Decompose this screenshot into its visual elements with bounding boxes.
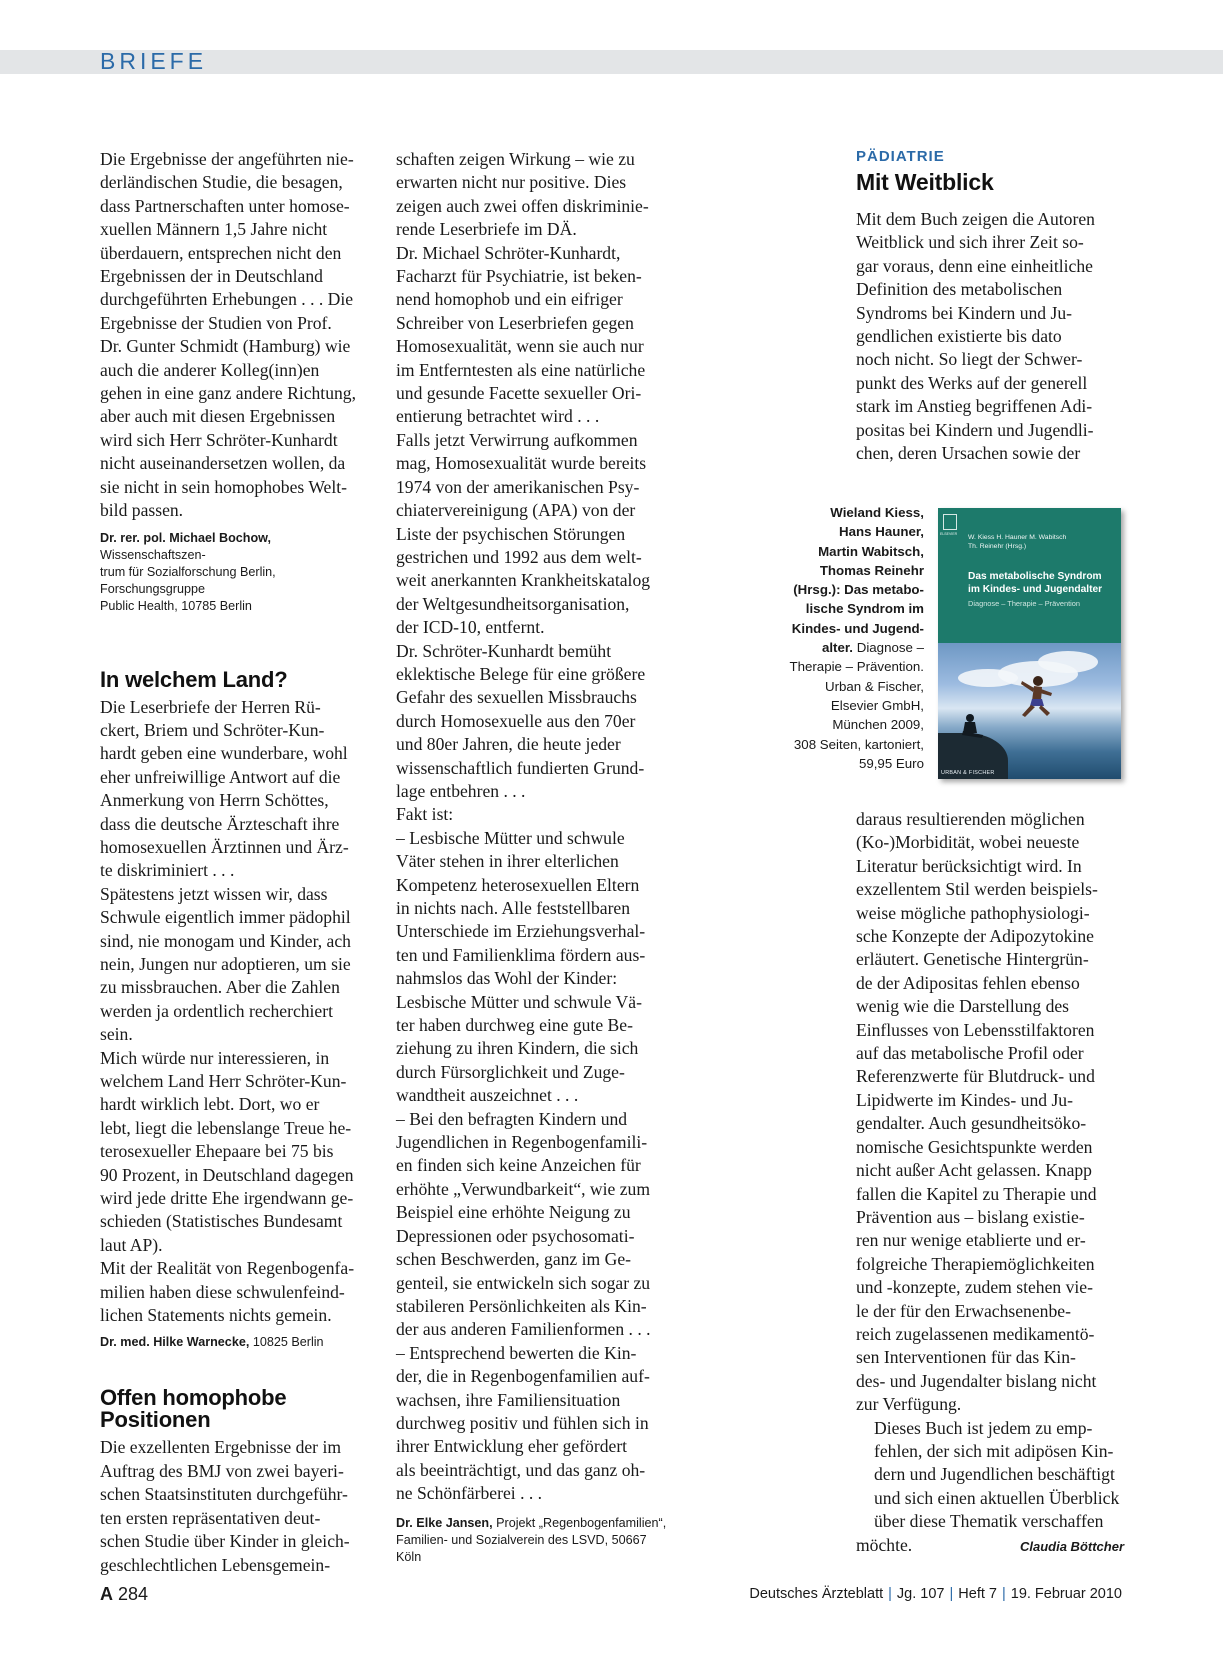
- text-line: lichen Statements nichts gemein.: [100, 1305, 332, 1326]
- text-line: chiatervereinigung (APA) von der: [396, 500, 636, 521]
- text-line: wird jede dritte Ehe irgendwann ge-: [100, 1188, 354, 1209]
- letter-warnecke-text: [100, 696, 378, 1328]
- signature-jansen: Dr. Elke Jansen, Projekt „Regenbogenfamilien“, Familien- und Sozialverein des LSVD, 50667 Köln: [396, 1515, 667, 1564]
- text-line: Jugendlichen in Regenbogenfamili-: [396, 1132, 648, 1153]
- text-line: auf das metabolische Profil oder: [856, 1043, 1084, 1064]
- text-line: der ICD-10, entfernt.: [396, 617, 545, 638]
- text-line: milien haben diese schwulenfeind-: [100, 1281, 345, 1302]
- text-line: wissenschaftlich fundierten Grund-: [396, 757, 645, 778]
- cover-subtitle: Diagnose – Therapie – Prävention: [968, 599, 1081, 608]
- text-line: Kindes- und Jugend-: [791, 620, 924, 636]
- text-line: 308 Seiten, kartoniert,: [793, 736, 924, 752]
- text-line: Dr. Michael Schröter-Kunhardt,: [396, 242, 621, 263]
- text-line: 90 Prozent, in Deutschland dagegen: [100, 1164, 354, 1185]
- text-line: – Entsprechend bewerten die Kin-: [396, 1342, 637, 1363]
- text-line: Literatur berücksichtigt wird. In: [856, 855, 1082, 876]
- text-line: hardt geben eine wunderbare, wohl: [100, 743, 348, 764]
- review-kicker: PÄDIATRIE: [856, 148, 945, 165]
- text-line: lage entbehren . . .: [396, 780, 526, 801]
- text-line: Facharzt für Psychiatrie, ist beken-: [396, 266, 642, 287]
- review-title: Mit Weitblick: [856, 169, 994, 195]
- heading-in-welchem-land: In welchem Land?: [100, 666, 288, 692]
- publisher-name: ELSEVIER: [940, 532, 958, 536]
- text-line: ziehung zu ihren Kindern, die sich: [396, 1038, 639, 1059]
- text-line: durchgeführten Erhebungen . . . Die: [100, 289, 354, 310]
- text-line: auch die anderer Kolleg(inn)en: [100, 359, 320, 380]
- text-line: Mit dem Buch zeigen die Autoren: [856, 209, 1095, 229]
- text-line: ihrer Entwicklung eher gefördert: [396, 1436, 628, 1457]
- text-line: schaften zeigen Wirkung – wie zu: [396, 149, 635, 169]
- text-line: xuellen Männern 1,5 Jahre nicht: [100, 219, 328, 240]
- text-line: gestrichen und 1992 aus dem welt-: [396, 546, 642, 567]
- text-line: durch Fürsorglichkeit und Zuge-: [396, 1061, 625, 1082]
- text-line: wird sich Herr Schröter-Kunhardt: [100, 429, 338, 450]
- text-line: Mit der Realität von Regenbogenfa-: [100, 1258, 355, 1279]
- text-line: Homosexualität, wenn sie auch nur: [396, 336, 644, 357]
- text-line: ten und Familienklima fördern aus-: [396, 944, 646, 965]
- text-line: exzellentem Stil werden beispiels-: [856, 879, 1098, 900]
- text-line: schieden (Statistisches Bundesamt: [100, 1211, 343, 1232]
- page-footer: [100, 1584, 1122, 1606]
- text-line: erwarten nicht nur positive. Dies: [396, 172, 627, 193]
- review-closing: [856, 1417, 1124, 1534]
- text-line: Fakt ist:: [396, 804, 454, 825]
- text-line: Definition des metabolischen: [856, 279, 1063, 300]
- cover-photo: [938, 643, 1121, 779]
- text-line: en finden sich keine Anzeichen für: [396, 1155, 641, 1176]
- heading-offen-homophobe: Offen homophobe Positionen: [100, 1385, 287, 1433]
- text-line: laut AP).: [100, 1234, 163, 1255]
- text-line: Elsevier GmbH,: [830, 697, 924, 713]
- text-line: Lipidwerte im Kindes- und Ju-: [856, 1089, 1073, 1110]
- text-line: de der Adipositas fehlen ebenso: [856, 972, 1080, 993]
- text-line: welchem Land Herr Schröter-Kun-: [100, 1071, 347, 1091]
- text-line: erläutert. Genetische Hintergrün-: [856, 949, 1089, 970]
- text-line: schen Studie über Kinder in gleich-: [100, 1531, 350, 1552]
- text-line: Liste der psychischen Störungen: [396, 523, 626, 544]
- cover-authors: W. Kiess H. Hauner M. Wabitsch Th. Reinehr (Hrsg.): [968, 534, 1067, 550]
- section-label: BRIEFE: [100, 48, 208, 74]
- text-line: gar voraus, denn eine einheitliche: [856, 255, 1093, 276]
- column-middle: [396, 148, 674, 1566]
- text-line: positas bei Kindern und Jugendli-: [856, 419, 1094, 440]
- text-line: sche Konzepte der Adipozytokine: [856, 926, 1094, 947]
- text-line: sind, nie monogam und Kinder, ach: [100, 930, 351, 951]
- text-line: wandtheit auszeichnet . . .: [396, 1085, 579, 1106]
- text-line: lebt, liegt die lebenslange Treue he-: [100, 1117, 352, 1138]
- text-line: (Ko-)Morbidität, wobei neueste: [856, 832, 1080, 853]
- text-line: punkt des Werks auf der generell: [856, 372, 1088, 393]
- text-line: Public Health, 10785 Berlin: [100, 598, 252, 613]
- text-line: überdauern, entsprechen nicht den: [100, 242, 342, 263]
- text-line: ter haben durchweg eine gute Be-: [396, 1015, 633, 1036]
- text-line: nomische Gesichtspunkte werden: [856, 1136, 1093, 1157]
- signature-bochow: Dr. rer. pol. Michael Bochow, Wissenschaftszen- trum für Sozialforschung Berlin, Forschungsgruppe Public Health, 10785 Berlin: [100, 530, 276, 613]
- text-line: 59,95 Euro: [858, 755, 924, 771]
- column-left: [100, 148, 378, 1577]
- text-line: Therapie – Prävention.: [789, 659, 924, 675]
- text-line: fallen die Kapitel zu Therapie und: [856, 1183, 1097, 1204]
- text-line: reich zugelassenen medikamentö-: [856, 1323, 1095, 1344]
- text-line: erhöhte „Verwundbarkeit“, wie zum: [396, 1178, 651, 1199]
- text-line: Depressionen oder psychosomati-: [396, 1225, 635, 1246]
- text-line: – Lesbische Mütter und schwule: [396, 827, 625, 848]
- text-line: Schwule eigentlich immer pädophil: [100, 907, 351, 928]
- text-line: gendlichen existierte bis dato: [856, 326, 1062, 347]
- text-line: schen Beschwerden, ganz im Ge-: [396, 1249, 631, 1270]
- text-line: gendalter. Auch gesundheitsöko-: [856, 1113, 1087, 1134]
- text-line: zeigen auch zwei offen diskriminie-: [396, 195, 649, 216]
- text-line: und 80er Jahren, die heute jeder: [396, 734, 621, 755]
- text-line: über diese Thematik verschaffen: [874, 1511, 1104, 1532]
- text-line: aber auch mit diesen Ergebnissen: [100, 406, 336, 427]
- text-line: eher unfreiwillige Antwort auf die: [100, 766, 341, 787]
- column-right-continued: [856, 808, 1124, 1558]
- book-cover: [938, 508, 1121, 779]
- text-line: wachsen, ihre Familiensituation: [396, 1389, 621, 1410]
- text-line: bild passen.: [100, 500, 184, 521]
- text-line: Dr. Gunter Schmidt (Hamburg) wie: [100, 336, 351, 357]
- text-line: Gefahr des sexuellen Missbrauchs: [396, 687, 637, 708]
- text-line: (Hrsg.): Das metabo-: [793, 582, 924, 598]
- text-line: Hans Hauner,: [839, 524, 924, 540]
- text-line: Falls jetzt Verwirrung aufkommen: [396, 429, 638, 450]
- letter-bochow-text: [100, 148, 378, 523]
- text-line: des- und Jugendalter bislang nicht: [856, 1370, 1097, 1391]
- text-line: stabileren Persönlichkeiten als Kin-: [396, 1295, 647, 1316]
- text-line: Wissenschaftszen-: [100, 547, 206, 562]
- text-line: rende Leserbriefe im DÄ.: [396, 219, 577, 240]
- text-line: dass Partnerschaften unter homose-: [100, 195, 350, 216]
- text-line: als beeinträchtigt, und das ganz oh-: [396, 1459, 646, 1480]
- text-line: Anmerkung von Herrn Schöttes,: [100, 790, 329, 811]
- text-line: sen Interventionen für das Kin-: [856, 1347, 1076, 1368]
- text-line: Die Leserbriefe der Herren Rü-: [100, 696, 321, 717]
- signature-warnecke: Dr. med. Hilke Warnecke, 10825 Berlin: [100, 1335, 324, 1350]
- text-line: Urban & Fischer,: [824, 678, 924, 694]
- text-line: werden ja ordentlich recherchiert: [100, 1000, 333, 1021]
- letter-jansen-text: [396, 148, 674, 1506]
- review-intro: [856, 208, 1124, 465]
- text-line: Einflusses von Lebensstilfaktoren: [856, 1019, 1095, 1040]
- text-line: ren nur wenige etablierte und er-: [856, 1230, 1086, 1251]
- text-line: Väter stehen in ihrer elterlichen: [396, 851, 619, 872]
- text-line: mag, Homosexualität wurde bereits: [396, 453, 647, 474]
- text-line: und gesunde Facette sexueller Ori-: [396, 383, 642, 404]
- page-number: A 284: [100, 1584, 149, 1604]
- text-line: durch Homosexuelle aus den 70er: [396, 710, 636, 731]
- text-line: in nichts nach. Alle feststellbaren: [396, 898, 631, 918]
- text-line: Lesbische Mütter und schwule Vä-: [396, 991, 642, 1012]
- text-line: folgreiche Therapiemöglichkeiten: [856, 1253, 1095, 1274]
- text-line: Schreiber von Leserbriefen gegen: [396, 312, 634, 333]
- text-line: Auftrag des BMJ von zwei bayeri-: [100, 1460, 344, 1481]
- journal-info: Deutsches Ärzteblatt | Jg. 107 | Heft 7 | 19. Februar 2010: [749, 1586, 1122, 1602]
- sitting-child-icon: [956, 713, 986, 739]
- text-line: noch nicht. So liegt der Schwer-: [856, 349, 1083, 370]
- text-line: zu missbrauchen. Aber die Zahlen: [100, 977, 340, 998]
- text-line: sein.: [100, 1024, 133, 1045]
- text-line: Weitblick und sich ihrer Zeit so-: [856, 232, 1084, 253]
- text-line: homosexuellen Ärztinnen und Ärz-: [100, 836, 349, 857]
- text-line: daraus resultierenden möglichen: [856, 809, 1085, 829]
- review-body: [856, 808, 1124, 1417]
- text-line: Die exzellenten Ergebnisse der im: [100, 1437, 342, 1458]
- text-line: Ergebnisse der Studien von Prof.: [100, 312, 332, 333]
- review-closing-last: möchte. Claudia Böttcher: [856, 1534, 1124, 1558]
- text-line: derländischen Studie, die besagen,: [100, 172, 343, 193]
- text-line: 1974 von der amerikanischen Psy-: [396, 476, 640, 497]
- book-info: Wieland Kiess, Hans Hauner, Martin Wabitsch, Thomas Reinehr (Hrsg.): Das metabo- lische Syndrom im Kindes- und Jugend- alter. Diagnose – Therapie – Prävention. Urban & Fischer, Elsevier GmbH, München 2009, 308 Seiten, kartoniert, 59,95 Euro: [789, 505, 924, 771]
- text-line: Unterschiede im Erziehungsverhal-: [396, 921, 646, 942]
- text-line: der, die in Regenbogenfamilien auf-: [396, 1366, 650, 1387]
- text-line: Dr. Schröter-Kunhardt bemüht: [396, 640, 612, 661]
- text-line: Prävention aus – bislang existie-: [856, 1206, 1085, 1227]
- text-line: ne Schönfärberei . . .: [396, 1483, 543, 1504]
- text-line: Syndroms bei Kindern und Ju-: [856, 302, 1072, 323]
- text-line: Wieland Kiess,: [830, 505, 924, 520]
- text-line: ten ersten repräsentativen deut-: [100, 1507, 321, 1528]
- text-line: nein, Jungen nur adoptieren, um sie: [100, 953, 351, 974]
- cover-imprint: URBAN & FISCHER: [941, 770, 995, 776]
- text-line: durchweg positiv und fühlen sich in: [396, 1412, 649, 1433]
- text-line: schen Staatsinstituten durchgeführ-: [100, 1484, 348, 1505]
- text-line: wenig wie die Darstellung des: [856, 996, 1070, 1017]
- text-line: weise mögliche pathophysiologi-: [856, 902, 1090, 923]
- text-line: sie nicht in sein homophobes Welt-: [100, 476, 347, 497]
- review-author: Claudia Böttcher: [1019, 1538, 1124, 1554]
- text-line: geschlechtlichen Lebensgemein-: [100, 1554, 331, 1575]
- text-line: te diskriminiert . . .: [100, 860, 235, 881]
- text-line: der aus anderen Familienformen . . .: [396, 1319, 651, 1340]
- text-line: dass die deutsche Ärzteschaft ihre: [100, 813, 340, 834]
- text-line: nahmslos das Wohl der Kinder:: [396, 968, 618, 989]
- text-line: und -konzepte, zudem stehen vie-: [856, 1277, 1093, 1298]
- text-line: entierung betrachtet wird . . .: [396, 406, 600, 427]
- text-line: ckert, Briem und Schröter-Kun-: [100, 719, 325, 740]
- text-line: terosexueller Ehepaare bei 75 bis: [100, 1141, 334, 1162]
- text-line: weit anerkannten Krankheitskatalog: [396, 570, 651, 591]
- text-line: nend homophob und ein eifriger: [396, 289, 623, 310]
- text-line: lische Syndrom im: [805, 601, 924, 617]
- text-line: München 2009,: [832, 717, 924, 733]
- text-line: Spätestens jetzt wissen wir, dass: [100, 883, 328, 904]
- text-line: nicht auseinandersetzen wollen, da: [100, 453, 346, 474]
- text-line: Martin Wabitsch,: [818, 543, 924, 559]
- text-line: le der für den Erwachsenenbe-: [856, 1300, 1071, 1321]
- text-line: Referenzwerte für Blutdruck- und: [856, 1066, 1095, 1087]
- publisher-logo-icon: [943, 514, 957, 530]
- text-line: Thomas Reinehr: [819, 562, 924, 578]
- text-line: hardt wirklich lebt. Dort, wo er: [100, 1094, 320, 1115]
- text-line: gehen in eine ganz andere Richtung,: [100, 383, 356, 404]
- text-line: Dieses Buch ist jedem zu emp-: [874, 1417, 1093, 1438]
- text-line: Mich würde nur interessieren, in: [100, 1047, 330, 1068]
- letter-jansen-text-start: [100, 1436, 378, 1576]
- cover-title: Das metabolische Syndrom im Kindes- und Jugendalter: [968, 571, 1103, 595]
- text-line: Ergebnissen der in Deutschland: [100, 266, 323, 287]
- text-line: Beispiel eine erhöhte Neigung zu: [396, 1202, 631, 1223]
- text-line: eklektische Belege für eine größere: [396, 663, 646, 684]
- text-line: trum für Sozialforschung Berlin, Forschungsgruppe: [100, 564, 276, 596]
- text-line: und sich einen aktuellen Überblick: [874, 1487, 1120, 1508]
- text-line: im Entferntesten als eine natürliche: [396, 359, 646, 380]
- column-right: [856, 148, 1124, 465]
- text-line: dern und Jugendlichen beschäftigt: [874, 1464, 1115, 1485]
- text-line: zur Verfügung.: [856, 1394, 962, 1415]
- text-line: Kompetenz heterosexuellen Eltern: [396, 874, 640, 895]
- text-line: fehlen, der sich mit adipösen Kin-: [874, 1440, 1114, 1461]
- text-line: nicht außer Acht gelassen. Knapp: [856, 1160, 1092, 1181]
- text-line: der Weltgesundheitsorganisation,: [396, 593, 630, 614]
- text-line: Die Ergebnisse der angeführten nie-: [100, 149, 354, 169]
- text-line: genteil, sie entwickeln sich sogar zu: [396, 1272, 651, 1293]
- text-line: chen, deren Ursachen sowie der: [856, 443, 1081, 464]
- text-line: – Bei den befragten Kindern und: [396, 1108, 628, 1129]
- text-line: stark im Anstieg begriffenen Adi-: [856, 396, 1093, 417]
- jumping-boy-icon: [1014, 675, 1054, 725]
